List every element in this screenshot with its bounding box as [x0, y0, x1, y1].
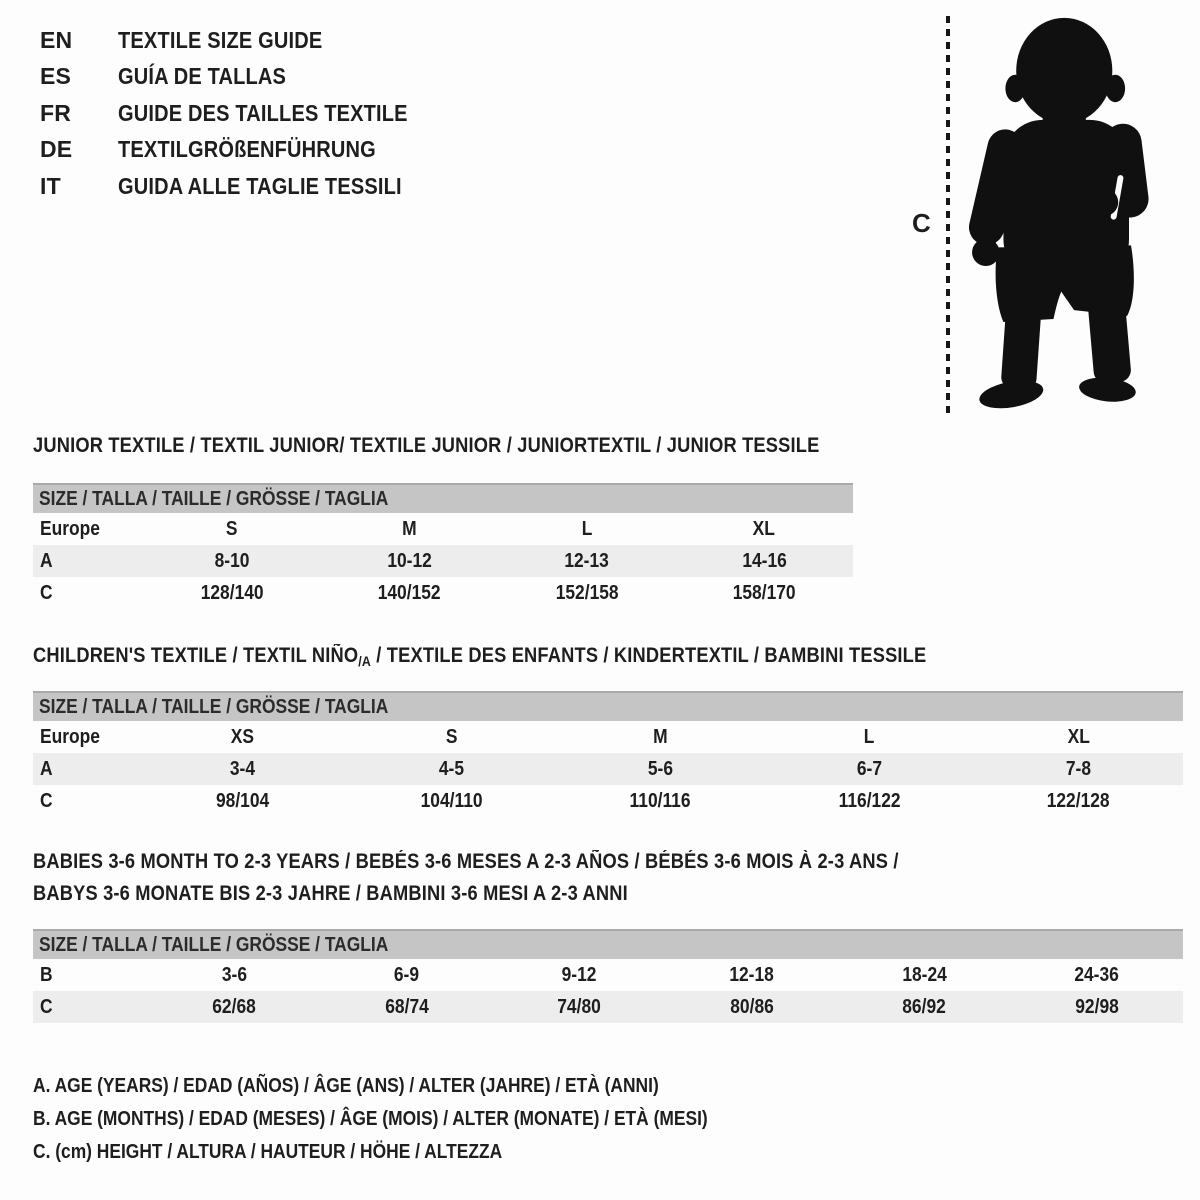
table-row	[33, 785, 1183, 817]
value-cell: 9-12	[561, 963, 597, 986]
language-code: EN	[40, 26, 73, 53]
junior-size-table	[33, 483, 853, 609]
babies-size-table	[33, 929, 1183, 1023]
value-cell: 116/122	[838, 789, 901, 812]
row-label: C	[40, 581, 53, 604]
language-row	[40, 59, 451, 96]
value-cell: 140/152	[377, 581, 441, 604]
table-row	[33, 577, 853, 609]
language-code: FR	[40, 99, 72, 126]
height-measure-dotted-line	[946, 16, 950, 416]
language-label: GUÍA DE TALLAS	[118, 63, 287, 90]
value-cell: 10-12	[386, 549, 432, 572]
measure-label-c: C	[912, 208, 931, 238]
value-cell: 80/86	[729, 995, 774, 1018]
size-header-bar: SIZE / TALLA / TAILLE / GRÖSSE / TAGLIA	[33, 929, 1183, 959]
size-cell: XL	[1067, 725, 1090, 748]
language-row	[40, 22, 451, 59]
value-cell: 98/104	[215, 789, 270, 812]
size-cell: S	[225, 517, 238, 540]
language-list	[40, 22, 451, 205]
value-cell: 122/128	[1047, 789, 1110, 812]
value-cell: 92/98	[1074, 995, 1119, 1018]
value-cell: 128/140	[200, 581, 264, 604]
language-row	[40, 95, 451, 132]
table-row	[33, 721, 1183, 753]
value-cell: 24-36	[1074, 963, 1120, 986]
value-cell: 8-10	[214, 549, 250, 572]
size-cell: XS	[230, 725, 255, 748]
children-size-table	[33, 691, 1183, 817]
language-code: DE	[40, 136, 73, 163]
language-label: TEXTILE SIZE GUIDE	[118, 26, 323, 53]
value-cell: 5-6	[647, 757, 674, 780]
legend-line-a: A. AGE (YEARS) / EDAD (AÑOS) / ÂGE (ANS) / ALTER (JAHRE) / ETÀ (ANNI)	[33, 1075, 659, 1097]
table-row	[33, 753, 1183, 785]
value-cell: 152/158	[555, 581, 619, 604]
language-row	[40, 132, 451, 169]
table-row	[33, 545, 853, 577]
size-cell: M	[653, 725, 668, 748]
row-label: Europe	[40, 517, 100, 540]
value-cell: 62/68	[212, 995, 257, 1018]
legend-line-c: C. (cm) HEIGHT / ALTURA / HAUTEUR / HÖHE / ALTEZZA	[33, 1141, 503, 1163]
table-row	[33, 959, 1183, 991]
babies-section-title-line2: BABYS 3-6 MONATE BIS 2-3 JAHRE / BAMBINI 3-6 MESI A 2-3 ANNI	[33, 882, 628, 905]
value-cell: 6-7	[856, 757, 883, 780]
value-cell: 86/92	[902, 995, 947, 1018]
children-section-title: CHILDREN'S TEXTILE / TEXTIL NIÑO/A / TEXTILE DES ENFANTS / KINDERTEXTIL / BAMBINI TESSILE	[33, 644, 927, 670]
size-header-bar: SIZE / TALLA / TAILLE / GRÖSSE / TAGLIA	[33, 691, 1183, 721]
size-cell: XL	[753, 517, 776, 540]
size-cell: S	[445, 725, 458, 748]
value-cell: 3-6	[221, 963, 247, 986]
child-silhouette-image	[958, 10, 1198, 422]
table-row	[33, 991, 1183, 1023]
legend	[33, 1070, 809, 1169]
value-cell: 18-24	[901, 963, 947, 986]
size-cell: M	[401, 517, 417, 540]
language-label: GUIDE DES TAILLES TEXTILE	[118, 99, 408, 126]
value-cell: 158/170	[732, 581, 796, 604]
legend-line-b: B. AGE (MONTHS) / EDAD (MESES) / ÂGE (MOIS) / ALTER (MONATE) / ETÀ (MESI)	[33, 1108, 708, 1130]
row-label: A	[40, 757, 53, 780]
junior-section-title: JUNIOR TEXTILE / TEXTIL JUNIOR/ TEXTILE JUNIOR / JUNIORTEXTIL / JUNIOR TESSILE	[33, 434, 820, 457]
size-header-bar: SIZE / TALLA / TAILLE / GRÖSSE / TAGLIA	[33, 483, 853, 513]
row-label: C	[40, 995, 53, 1018]
language-code: ES	[40, 63, 72, 90]
value-cell: 4-5	[438, 757, 465, 780]
value-cell: 14-16	[741, 549, 787, 572]
row-label: B	[40, 963, 53, 986]
size-cell: L	[581, 517, 593, 540]
value-cell: 104/110	[420, 789, 483, 812]
table-row	[33, 513, 853, 545]
language-label: GUIDA ALLE TAGLIE TESSILI	[118, 172, 402, 199]
language-label: TEXTILGRÖßENFÜHRUNG	[118, 136, 376, 163]
value-cell: 68/74	[384, 995, 429, 1018]
row-label: Europe	[40, 725, 100, 748]
language-row	[40, 168, 451, 205]
value-cell: 110/116	[630, 789, 691, 812]
value-cell: 74/80	[557, 995, 602, 1018]
value-cell: 12-13	[564, 549, 610, 572]
babies-section-title-line1: BABIES 3-6 MONTH TO 2-3 YEARS / BEBÉS 3-6 MESES A 2-3 AÑOS / BÉBÉS 3-6 MOIS À 2-3 ANS /	[33, 850, 899, 873]
row-label: C	[40, 789, 53, 812]
value-cell: 12-18	[729, 963, 775, 986]
size-cell: L	[864, 725, 875, 748]
value-cell: 3-4	[229, 757, 256, 780]
value-cell: 7-8	[1065, 757, 1092, 780]
row-label: A	[40, 549, 53, 572]
language-code: IT	[40, 172, 61, 199]
value-cell: 6-9	[394, 963, 420, 986]
